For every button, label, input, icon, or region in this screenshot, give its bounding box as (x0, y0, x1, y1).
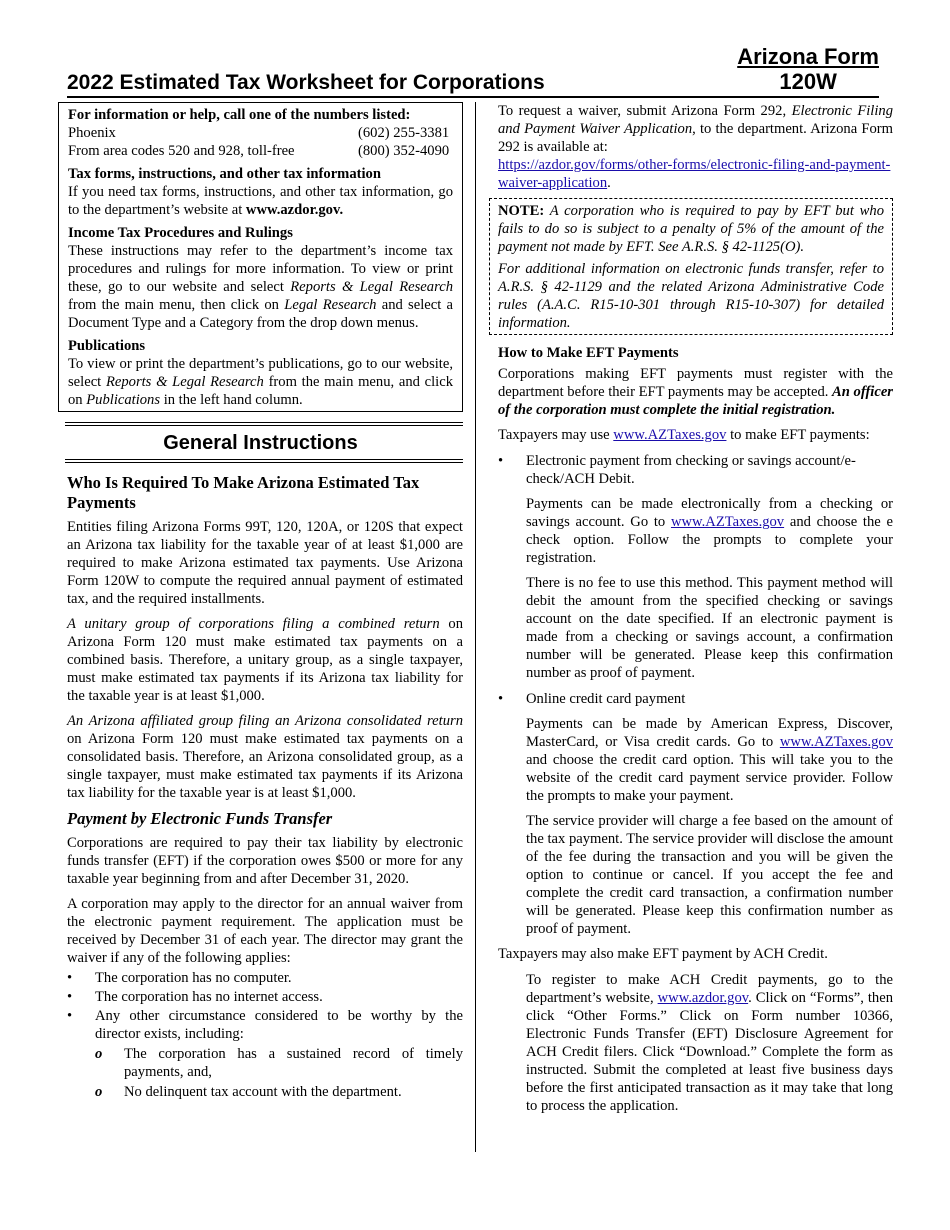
phone-row-tollfree (68, 142, 453, 160)
rulings-text: These instructions may refer to the department’s income tax procedures and rulings for more information. To view or print these, go to our website and select Reports & Legal Research from the main menu, then click on Legal Research and select a Document Type and a Category from the drop down menus. (68, 243, 453, 331)
how-to-pay-heading: How to Make EFT Payments (498, 345, 679, 361)
note-label: NOTE: (498, 203, 545, 219)
sub-list-item: o The corporation has a sustained record of timely payments, and, (95, 1046, 463, 1080)
sub-list-item: o No delinquent tax account with the department. (95, 1084, 402, 1100)
eft-heading: Payment by Electronic Funds Transfer (67, 809, 333, 828)
general-instructions-title: General Instructions (163, 432, 358, 454)
ach-instructions: To register to make ACH Credit payments, go to the department’s website, www.azdor.gov. Click on “Forms”, then click “Other Forms.” Click on Form number 10366, Electronic Funds Transfer (EFT) Disclosure Agreement for ACH Credit filers. Click “Download.” Complete the form as instructed. Submit the completed at least five business days before the first anticipated transaction as it may take that long to process the application. (526, 972, 893, 1114)
help-heading: For information or help, call one of the numbers listed: (68, 107, 411, 123)
aztaxes-link[interactable]: www.AZTaxes.gov (670, 514, 785, 530)
left-column (58, 102, 463, 1101)
contact-info-box (58, 102, 463, 412)
eft-note-box (489, 198, 893, 335)
sub-list (95, 1045, 463, 1101)
phone-label: Phoenix (68, 125, 116, 141)
note-penalty-text: NOTE: A corporation who is required to pay by EFT but who fails to do so is subject to a penalty of 5% of the amount of the payment not made by EFT. See A.R.S. § 42-1125(O). (498, 203, 884, 255)
registration-paragraph: Corporations making EFT payments must register with the department before their EFT payments may be accepted. An officer of the corporation must complete the initial registration. (498, 366, 893, 418)
column-divider (475, 102, 476, 1152)
tax-forms-heading: Tax forms, instructions, and other tax information (68, 166, 381, 182)
publications-heading: Publications (68, 338, 146, 354)
list-item: • Online credit card payment Payments can be made by American Express, Discover, MasterCard, or Visa credit cards. Go to www.AZTaxes.gov and choose the credit card option. This will take you to the website of the credit card payment service provider. Follow the prompts to make your payment. The service provider will charge a fee based on the amount of the tax payment. The service provider will disclose the amount of the fee during the transaction and you will be given the option to continue or cancel. If you accept the fee and complete the credit card transaction, a confirmation number will be generated. Please keep this confirmation number as proof of payment. (498, 691, 893, 937)
waiver-application-link[interactable]: https://azdor.gov/forms/other-forms/electronic-filing-and-payment-waiver-application (498, 157, 891, 191)
waiver-request-paragraph: To request a waiver, submit Arizona Form 292, Electronic Filing and Payment Waiver Application, to the department. Arizona Form 292 is available at: https://azdor.gov/forms/other-forms/electronic-filing-and-payment-waiver-application. (498, 103, 894, 191)
phone-number: (800) 352-4090 (358, 143, 450, 159)
aztaxes-link[interactable]: www.AZTaxes.gov (613, 427, 727, 443)
credit-card-option-title: Online credit card payment (526, 691, 686, 707)
right-column (489, 102, 893, 1115)
list-item: • Any other circumstance considered to be worthy by the director exists, including: o The corporation has a sustained record of timely payments, and, o No delinquent tax account with the department. (67, 1008, 463, 1100)
affiliated-group-paragraph: An Arizona affiliated group filing an Arizona consolidated return on Arizona Form 120 must make estimated tax payments on a consolidated basis. Therefore, an Arizona consolidated group, as a single taxpayer, must make estimated tax payments if its Arizona tax liability for the taxable year is at least $1,000. (67, 713, 463, 801)
echeck-fee-info: There is no fee to use this method. This payment method will debit the amount from the specified checking or savings account on the date specified. If an electronic payment is made from a checking or savings account, a confirmation number will be generated. Please keep this confirmation number as proof of payment. (526, 575, 893, 681)
tax-forms-text: If you need tax forms, instructions, and other tax information, go to the department’s website at www.azdor.gov. (68, 184, 453, 218)
unitary-group-paragraph: A unitary group of corporations filing a combined return on Arizona Form 120 must make estimated tax payments on a combined basis. Therefore, a unitary group, as a single taxpayer, must make estimated tax payments if its Arizona tax liability for the taxable year is at least $1,000. (67, 616, 463, 704)
phone-label: From area codes 520 and 928, toll-free (68, 143, 295, 159)
note-reference-text: For additional information on electronic funds transfer, refer to A.R.S. § 42-1129 and the related Arizona Administrative Code rules (A.A.C. R15-10-301 through R15-10-307) for detailed information. (498, 261, 884, 331)
website-text: www.azdor.gov. (245, 202, 344, 218)
general-instructions-body (58, 473, 463, 1101)
publications-text: To view or print the department’s publications, go to our website, select Reports & Legal Research from the main menu, and click on Publications in the left hand column. (68, 356, 453, 408)
list-item: • The corporation has no computer. (67, 970, 292, 986)
azdor-link[interactable]: www.azdor.gov (657, 990, 749, 1006)
aztaxes-link[interactable]: www.AZTaxes.gov (779, 734, 893, 750)
list-item: • The corporation has no internet access. (67, 989, 323, 1005)
echeck-instructions: Payments can be made electronically from a checking or savings account. Go to www.AZTaxes.gov and choose the e check option. Follow the prompts to complete your registration. (526, 496, 893, 566)
aztaxes-paragraph: Taxpayers may use www.AZTaxes.gov to make EFT payments: (498, 427, 870, 443)
credit-card-fee-info: The service provider will charge a fee based on the amount of the tax payment. The service provider will disclose the amount of the fee during the transaction and you will be given the option to continue or cancel. If you accept the fee and complete the credit card transaction, a confirmation number will be generated. Please keep this confirmation number as proof of payment. (526, 813, 893, 937)
section-rule-bottom (65, 459, 463, 463)
form-name: Arizona Form (737, 44, 879, 69)
form-identifier (737, 44, 879, 94)
echeck-option-title: Electronic payment from checking or savings account/e-check/ACH Debit. (526, 453, 856, 487)
page-header (67, 44, 879, 98)
document-title: 2022 Estimated Tax Worksheet for Corporations (67, 71, 545, 94)
waiver-conditions-list (67, 969, 463, 1101)
who-required-paragraph: Entities filing Arizona Forms 99T, 120, 120A, or 120S that expect an Arizona tax liability for the taxable year of at least $1,000 are required to make Arizona estimated tax payments. Use Arizona Form 120W to compute the required annual payment of estimated tax, and the required installments. (67, 519, 463, 607)
who-required-heading: Who Is Required To Make Arizona Estimated Tax Payments (67, 473, 420, 512)
form-number: 120W (779, 69, 837, 94)
credit-card-instructions: Payments can be made by American Express, Discover, MasterCard, or Visa credit cards. Go to www.AZTaxes.gov and choose the credit card option. This will take you to the website of the credit card payment service provider. Follow the prompts to make your payment. (526, 716, 893, 804)
waiver-paragraph: A corporation may apply to the director for an annual waiver from the electronic payment requirement. The application must be received by December 31 of each year. The director may grant the waiver if any of the following applies: (67, 896, 463, 966)
ach-intro: Taxpayers may also make EFT payment by ACH Credit. (498, 946, 828, 962)
rulings-heading: Income Tax Procedures and Rulings (68, 225, 293, 241)
list-item: • Electronic payment from checking or savings account/e-check/ACH Debit. Payments can be made electronically from a checking or savings account. Go to www.AZTaxes.gov and choose the e check option. Follow the prompts to complete your registration. There is no fee to use this method. This payment method will debit the amount from the specified checking or savings account on the date specified. If an electronic payment is made from a checking or savings account, a confirmation number will be generated. Please keep this confirmation number as proof of payment. (498, 453, 893, 681)
phone-row-phoenix (68, 124, 453, 142)
eft-paragraph: Corporations are required to pay their tax liability by electronic funds transfer (EFT) if the corporation owes $500 or more for any taxable year beginning from and after December 31, 2020. (67, 835, 463, 887)
phone-number: (602) 255-3381 (358, 125, 450, 141)
